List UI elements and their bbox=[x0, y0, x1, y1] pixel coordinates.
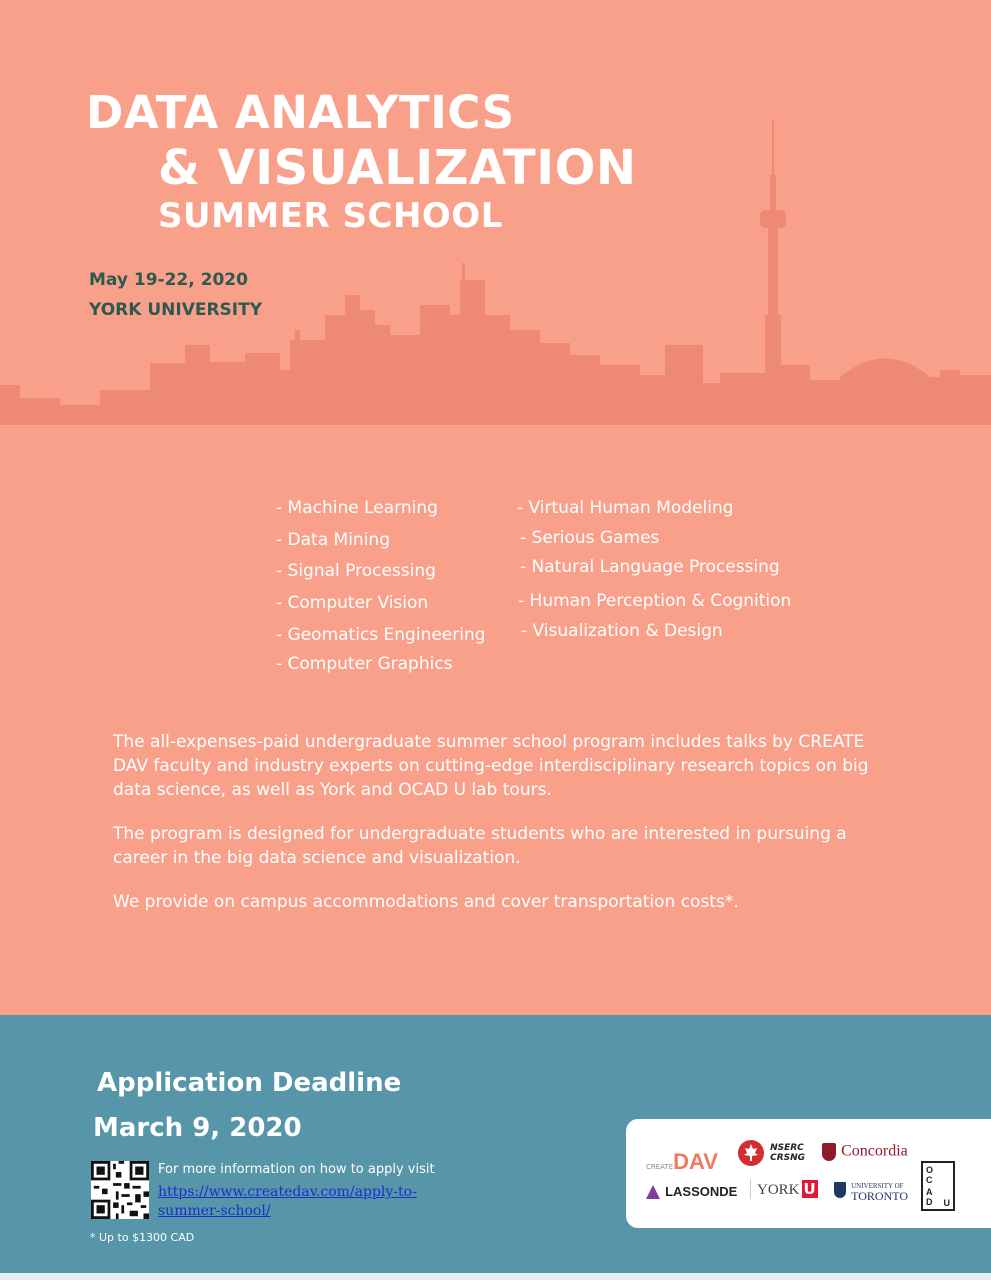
topic-item: - Human Perception & Cognition bbox=[518, 591, 792, 611]
uoft-logo: UNIVERSITY OF TORONTO bbox=[834, 1179, 908, 1201]
description-paragraph-3: We provide on campus accommodations and cover transportation costs*. bbox=[113, 892, 739, 912]
apply-link[interactable]: https://www.createdav.com/apply-to-summer-school/ bbox=[158, 1184, 417, 1219]
topic-item: - Computer Vision bbox=[276, 593, 429, 613]
topic-item: - Machine Learning bbox=[276, 498, 438, 518]
description-paragraph-2: The program is designed for undergraduate students who are interested in pursuing a career in the big data science and visualization. bbox=[113, 824, 847, 868]
topic-item: - Signal Processing bbox=[276, 561, 436, 581]
create-dav-logo: CREATEDAV bbox=[646, 1149, 718, 1174]
maple-leaf-icon bbox=[737, 1139, 765, 1167]
bottom-strip bbox=[0, 1273, 991, 1280]
deadline-label: Application Deadline bbox=[97, 1068, 402, 1098]
title-line-2: & VISUALIZATION bbox=[158, 140, 637, 196]
title-line-3: SUMMER SCHOOL bbox=[158, 196, 503, 236]
nserc-logo: NSERC CRSNG bbox=[737, 1139, 805, 1167]
topic-item: - Natural Language Processing bbox=[520, 557, 780, 577]
qr-code-icon[interactable] bbox=[91, 1161, 149, 1219]
uoft-crest-icon bbox=[834, 1182, 846, 1198]
event-date: May 19-22, 2020 bbox=[89, 270, 248, 290]
title-line-1: DATA ANALYTICS bbox=[86, 86, 515, 139]
lassonde-logo: LASSONDE bbox=[646, 1181, 737, 1200]
topic-item: - Geomatics Engineering bbox=[276, 625, 486, 645]
concordia-logo: Concordia bbox=[822, 1141, 908, 1161]
topic-item: - Visualization & Design bbox=[521, 621, 723, 641]
topic-item: - Data Mining bbox=[276, 530, 390, 550]
topic-item: - Serious Games bbox=[520, 528, 660, 548]
lassonde-mark-icon bbox=[646, 1185, 660, 1199]
topic-item: - Computer Graphics bbox=[276, 654, 453, 674]
ocad-u-logo: O C A D U bbox=[921, 1161, 955, 1211]
footnote: * Up to $1300 CAD bbox=[90, 1231, 195, 1244]
concordia-crest-icon bbox=[822, 1143, 836, 1161]
event-location: YORK UNIVERSITY bbox=[89, 300, 263, 320]
apply-info-text: For more information on how to apply visit bbox=[158, 1162, 435, 1177]
deadline-date: March 9, 2020 bbox=[93, 1113, 302, 1143]
topic-item: - Virtual Human Modeling bbox=[517, 498, 734, 518]
description-paragraph-1: The all-expenses-paid undergraduate summer school program includes talks by CREATE DAV faculty and industry experts on cutting-edge interdisciplinary research topics on big data science, as well as York and OCAD U lab tours. bbox=[113, 732, 869, 800]
york-logo: YORK U bbox=[750, 1179, 818, 1199]
partner-logos-panel bbox=[626, 1119, 991, 1228]
